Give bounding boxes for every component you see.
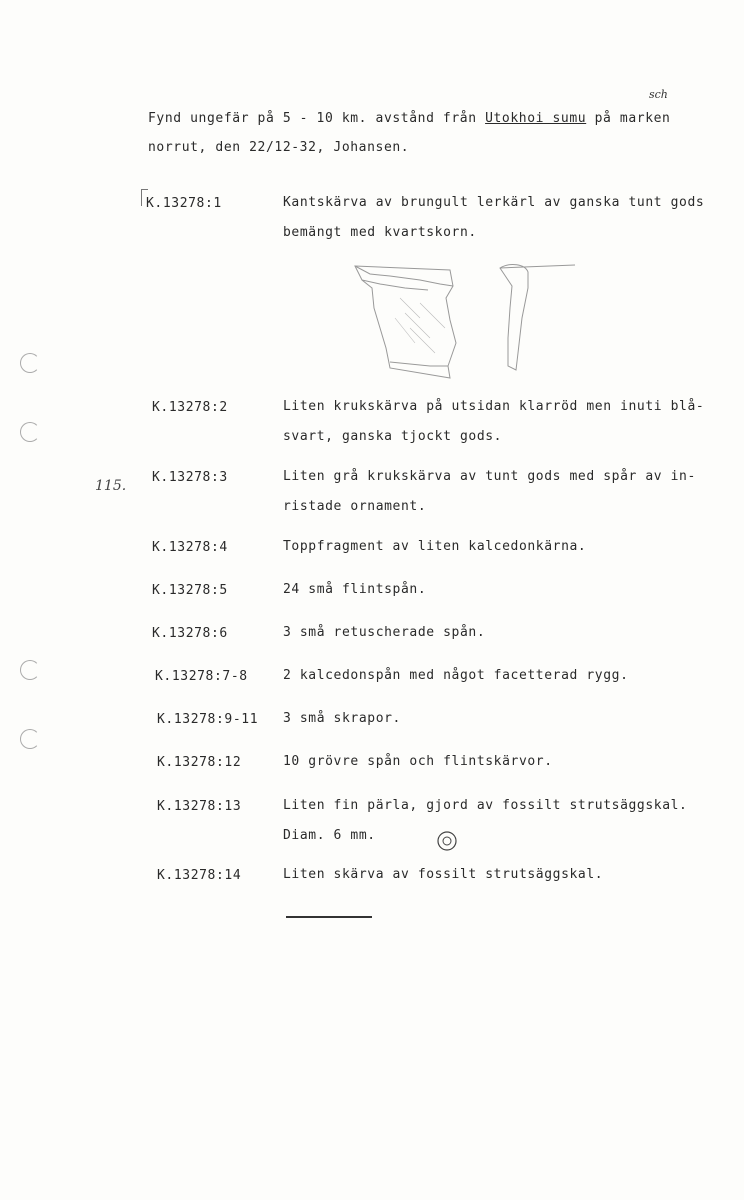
- catalog-description: [283, 704, 723, 734]
- description-line: 10 grövre spån och flintskärvor.: [283, 754, 553, 769]
- description-line: svart, ganska tjockt gods.: [283, 429, 503, 444]
- catalog-code: K.13278:3: [152, 470, 228, 485]
- catalog-code: K.13278:5: [152, 583, 228, 598]
- catalog-code: K.13278:7-8: [155, 669, 248, 684]
- catalog-description: [283, 392, 723, 452]
- catalog-description: [283, 462, 723, 522]
- description-line: Toppfragment av liten kalcedonkärna.: [283, 539, 587, 554]
- handwritten-insertion: sch: [649, 88, 668, 101]
- intro-line-2: norrut, den 22/12-32, Johansen.: [148, 140, 410, 155]
- description-line: Diam. 6 mm.: [283, 828, 376, 843]
- catalog-code: K.13278:9-11: [157, 712, 259, 727]
- description-line: 2 kalcedonspån med något facetterad rygg.: [283, 668, 629, 683]
- intro-text-start: Fynd ungefär på 5 - 10 km. avstånd från: [148, 111, 486, 126]
- binder-hole: [20, 729, 40, 749]
- catalog-description: [283, 532, 723, 562]
- description-line: Liten krukskärva på utsidan klarröd men inuti blå-: [283, 399, 705, 414]
- catalog-description: [283, 860, 723, 890]
- description-line: 24 små flintspån.: [283, 582, 427, 597]
- catalog-description: [283, 188, 723, 248]
- sherd-sketch: [350, 258, 590, 383]
- catalog-code: K.13278:14: [157, 868, 242, 883]
- catalog-code: K.13278:13: [157, 799, 242, 814]
- catalog-description: [283, 791, 723, 851]
- intro-text-end: på marken: [586, 111, 671, 126]
- description-line: 3 små retuscherade spån.: [283, 625, 486, 640]
- catalog-description: [283, 747, 723, 777]
- place-name: Utokhoi sumu: [485, 111, 587, 126]
- bead-sketch: [436, 830, 458, 852]
- description-line: 3 små skrapor.: [283, 711, 401, 726]
- description-line: bemängt med kvartskorn.: [283, 225, 477, 240]
- catalog-code: K.13278:4: [152, 540, 228, 555]
- description-line: Kantskärva av brungult lerkärl av ganska tunt gods: [283, 195, 705, 210]
- description-line: Liten grå krukskärva av tunt gods med spår av in-: [283, 469, 696, 484]
- catalog-code: K.13278:12: [157, 755, 242, 770]
- intro-line-1: [148, 111, 670, 126]
- catalog-description: [283, 661, 723, 691]
- catalog-code: K.13278:2: [152, 400, 228, 415]
- catalog-description: [283, 575, 723, 605]
- catalog-code: K.13278:1: [146, 196, 222, 211]
- end-rule: [286, 916, 372, 918]
- binder-hole: [20, 353, 40, 373]
- margin-note: 115.: [95, 478, 127, 494]
- description-line: Liten fin pärla, gjord av fossilt strutsäggskal.: [283, 798, 688, 813]
- catalog-code: K.13278:6: [152, 626, 228, 641]
- catalog-description: [283, 618, 723, 648]
- binder-hole: [20, 660, 40, 680]
- binder-hole: [20, 422, 40, 442]
- description-line: ristade ornament.: [283, 499, 427, 514]
- description-line: Liten skärva av fossilt strutsäggskal.: [283, 867, 604, 882]
